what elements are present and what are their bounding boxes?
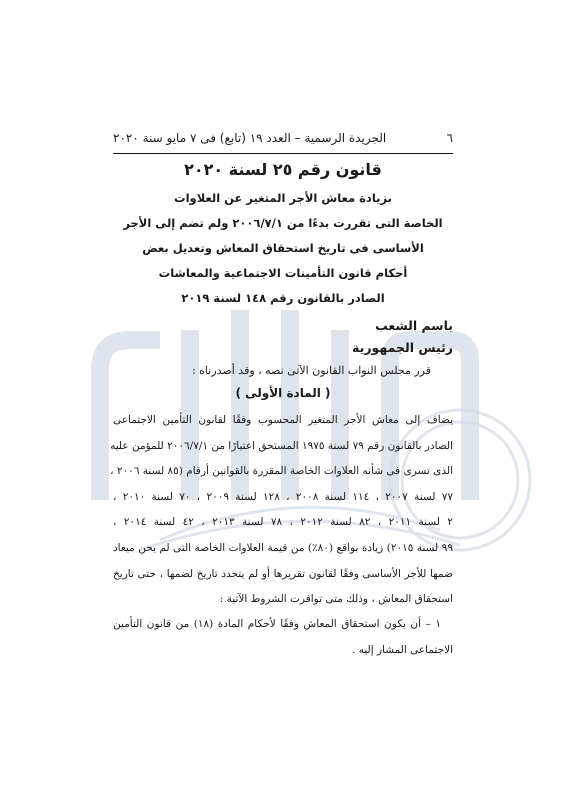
law-subtitle [113, 186, 453, 311]
page-number: ٦ [446, 131, 453, 145]
condition-1 [113, 612, 453, 663]
article-heading: ( المادة الأولى ) [235, 386, 331, 400]
page-header [113, 127, 453, 149]
condition-line: الاجتماعى المشار إليه . [352, 643, 453, 656]
gazette-issue-info: الجريدة الرسمية – العدد ١٩ (تابع) فى ٧ مايو سنة ٢٠٢٠ [113, 131, 387, 145]
subtitle-line: أحكام قانون التأمينات الاجتماعية والمعاشات [158, 266, 408, 280]
law-title: قانون رقم ٢٥ لسنة ٢٠٢٠ [184, 160, 382, 179]
article-line: الذى تسرى فى شأنه العلاوات الخاصة المقررة بالقوانين أرقام (٨٥ لسنة ٢٠٠٦ ، [110, 465, 453, 478]
subtitle-line: الأساسى فى تاريخ استحقاق المعاش وتعديل بعض [142, 241, 424, 255]
enactment-intro: قرر مجلس النواب القانون الآتى نصه ، وقد أصدرناه : [191, 364, 431, 377]
article-line: ٩٩ لسنة ٢٠١٥) زيادة بواقع (٨٠٪) من قيمة العلاوات الخاصة التى لم يحن ميعاد [113, 541, 453, 554]
subtitle-line: بزيادة معاش الأجر المتغير عن العلاوات [174, 191, 392, 205]
in-name-of-people: باسم الشعب [375, 318, 453, 333]
article-line: ٢ لسنة ٢٠١١ ، ٨٢ لسنة ٢٠١٢ ، ٧٨ لسنة ٢٠١٣ ، ٤٢ لسنة ٢٠١٤ ، [113, 516, 453, 529]
article-line: يضاف إلى معاش الأجر المتغير المحسوب وفقًا لقانون التأمين الاجتماعى [113, 414, 453, 426]
subtitle-line: الصادر بالقانون رقم ١٤٨ لسنة ٢٠١٩ [181, 291, 385, 305]
article-line: ٧٧ لسنة ٢٠٠٧ ، ١١٤ لسنة ٢٠٠٨ ، ١٢٨ لسنة ٢٠٠٩ ، ٧٠ لسنة ٢٠١٠ ، [113, 490, 453, 503]
article-line: الصادر بالقانون رقم ٧٩ لسنة ١٩٧٥ المستحق اعتبارًا من ٢٠٠٦/٧/١ للمؤمن عليه [110, 439, 453, 452]
subtitle-line: الخاصة التى تقررت بدءًا من ٢٠٠٦/٧/١ ولم تضم إلى الأجر [123, 216, 443, 230]
article-line: استحقاق المعاش ، وذلك متى توافرت الشروط الآتية : [219, 593, 453, 606]
president-heading: رئيس الجمهورية [352, 340, 453, 355]
article-body [110, 408, 453, 613]
header-divider [113, 153, 453, 154]
article-line: ضمها للأجر الأساسى وفقًا لقانون تقريرها أو لم يتحدد تاريخ لضمها ، حتى تاريخ [113, 567, 453, 580]
condition-line: ١ – أن يكون استحقاق المعاش وفقًا لأحكام المادة (١٨) من قانون التأمين [113, 618, 441, 630]
